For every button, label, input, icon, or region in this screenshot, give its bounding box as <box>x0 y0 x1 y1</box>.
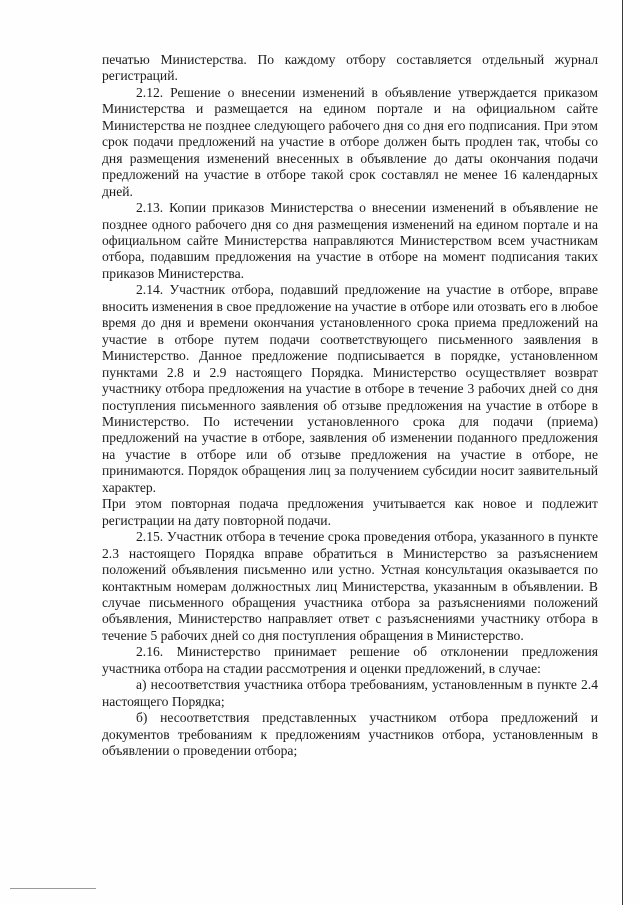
paragraph-2-12: 2.12. Решение о внесении изменений в объявление утверждается приказом Министерства и размещается на едином портале и на официальном сайте Министерства не позднее следующего рабочего дня со дня его подписания. При этом срок подачи предложений на участие в отборе должен быть продлен так, чтобы со дня размещения изменений внесенных в объявление до даты окончания подачи предложений на участие в отборе такой срок составлял не менее 16 календарных дней. <box>102 84 598 199</box>
paragraph-2-15: 2.15. Участник отбора в течение срока проведения отбора, указанного в пункте 2.3 настоящего Порядка вправе обратиться в Министерство за разъяснением положений объявления письменно или устно. Устная консультация оказывается по контактным номерам должностных лиц Министерства, указанным в объявлении. В случае письменного обращения участника отбора за разъяснениями положений объявления, Министерство направляет ответ с разъяснениями участнику отбора в течение 5 рабочих дней со дня поступления обращения в Министерство. <box>102 529 598 643</box>
list-item-a: а) несоответствия участника отбора требованиям, установленным в пункте 2.4 настоящего Порядка; <box>102 677 598 709</box>
paragraph-2-13: 2.13. Копии приказов Министерства о внесении изменений в объявление не позднее одного рабочего дня со дня размещения изменений на едином портале и на официальном сайте Министерства направляются Министерством всем участникам отбора, подавшим предложения на участие в отборе на момент подписания таких приказов Министерства. <box>102 200 598 281</box>
paragraph-2-16: 2.16. Министерство принимает решение об отклонении предложения участника отбора на стадии рассмотрения и оценки предложений, в случае: <box>102 644 598 676</box>
document-body <box>102 52 598 759</box>
paragraph-continuation: печатью Министерства. По каждому отбору составляется отдельный журнал регистраций. <box>102 52 598 84</box>
paragraph-resubmission: При этом повторная подача предложения учитывается как новое и подлежит регистрации на дату повторной подачи. <box>102 496 598 528</box>
paragraph-2-14: 2.14. Участник отбора, подавший предложение на участие в отборе, вправе вносить изменения в свое предложение на участие в отборе или отозвать его в любое время до дня и времени окончания установленного срока приема предложений на участие в отборе путем подачи соответствующего письменного заявления в Министерство. Данное предложение подписывается в порядке, установленном пунктами 2.8 и 2.9 настоящего Порядка. Министерство осуществляет возврат участнику отбора предложения на участие в отборе в течение 3 рабочих дней со дня поступления письменного заявления об отзыве предложения на участие в отборе в Министерство. По истечении установленного срока для подачи (приема) предложений на участие в отборе, заявления об изменении поданного предложения на участие в отборе или об отзыве предложения на участие в отборе, не принимаются. Порядок обращения лиц за получением субсидии носит заявительный характер. <box>102 282 598 495</box>
list-item-b: б) несоответствия представленных участником отбора предложений и документов требованиям к предложениям участников отбора, установленным в объявлении о проведении отбора; <box>102 710 598 759</box>
scan-edge-line <box>622 0 623 905</box>
footnote-separator <box>10 888 96 889</box>
